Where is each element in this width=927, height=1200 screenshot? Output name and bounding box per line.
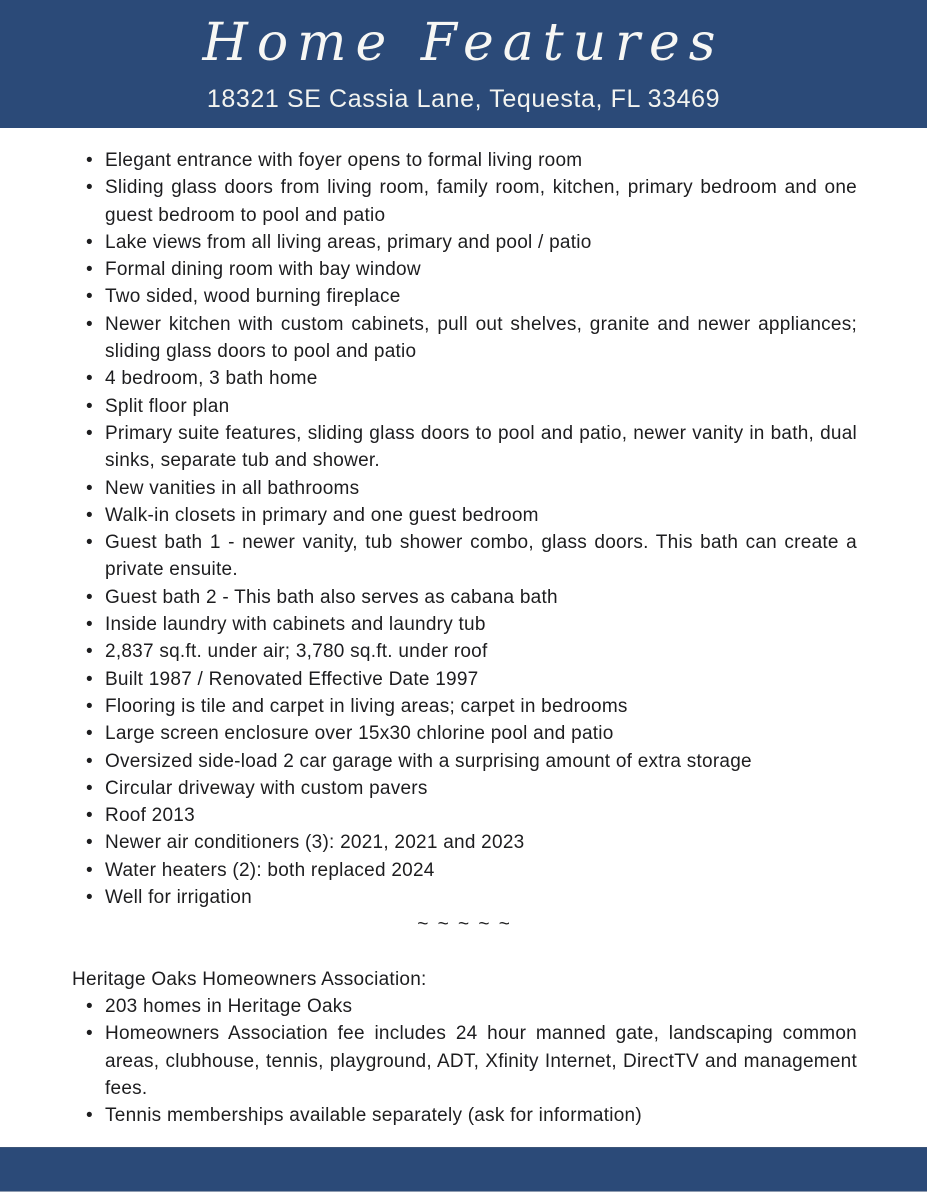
hoa-item: • 203 homes in Heritage Oaks: [72, 993, 857, 1020]
page-title: Home Features: [202, 13, 725, 73]
hoa-list: [72, 993, 857, 1129]
feature-item: • Flooring is tile and carpet in living areas; carpet in bedrooms: [72, 693, 857, 720]
feature-item: • Inside laundry with cabinets and laundry tub: [72, 611, 857, 638]
feature-item: • Built 1987 / Renovated Effective Date 1997: [72, 666, 857, 693]
feature-item: • Water heaters (2): both replaced 2024: [72, 857, 857, 884]
feature-item: • Roof 2013: [72, 802, 857, 829]
feature-item: • Split floor plan: [72, 393, 857, 420]
feature-item: • 4 bedroom, 3 bath home: [72, 365, 857, 392]
feature-item: • Lake views from all living areas, primary and pool / patio: [72, 229, 857, 256]
hoa-heading: Heritage Oaks Homeowners Association:: [72, 968, 427, 990]
feature-item: • Well for irrigation: [72, 884, 857, 911]
tilde-separator: ~ ~ ~ ~ ~: [417, 914, 512, 936]
features-list: [72, 147, 857, 911]
feature-item: • Newer kitchen with custom cabinets, pull out shelves, granite and newer appliances; sliding glass doors to pool and patio: [72, 311, 857, 366]
hoa-item: • Tennis memberships available separately (ask for information): [72, 1102, 857, 1129]
feature-item: • Guest bath 2 - This bath also serves as cabana bath: [72, 584, 857, 611]
features-content: [72, 147, 857, 1129]
feature-item: • Sliding glass doors from living room, family room, kitchen, primary bedroom and one guest bedroom to pool and patio: [72, 174, 857, 229]
feature-item: • Two sided, wood burning fireplace: [72, 283, 857, 310]
header-banner: [0, 0, 927, 128]
feature-item: • Formal dining room with bay window: [72, 256, 857, 283]
feature-item: • Large screen enclosure over 15x30 chlorine pool and patio: [72, 720, 857, 747]
feature-item: • Walk-in closets in primary and one guest bedroom: [72, 502, 857, 529]
feature-item: • New vanities in all bathrooms: [72, 475, 857, 502]
property-address: 18321 SE Cassia Lane, Tequesta, FL 33469: [206, 85, 721, 113]
hoa-item: • Homeowners Association fee includes 24 hour manned gate, landscaping common areas, clubhouse, tennis, playground, ADT, Xfinity Internet, DirectTV and management fees.: [72, 1020, 857, 1102]
feature-item: • Primary suite features, sliding glass doors to pool and patio, newer vanity in bath, dual sinks, separate tub and shower.: [72, 420, 857, 475]
feature-item: • Oversized side-load 2 car garage with a surprising amount of extra storage: [72, 748, 857, 775]
footer-banner: [0, 1147, 927, 1192]
feature-item: • Elegant entrance with foyer opens to formal living room: [72, 147, 857, 174]
feature-item: • Newer air conditioners (3): 2021, 2021 and 2023: [72, 829, 857, 856]
feature-item: • Guest bath 1 - newer vanity, tub shower combo, glass doors. This bath can create a private ensuite.: [72, 529, 857, 584]
feature-item: • 2,837 sq.ft. under air; 3,780 sq.ft. under roof: [72, 638, 857, 665]
feature-item: • Circular driveway with custom pavers: [72, 775, 857, 802]
